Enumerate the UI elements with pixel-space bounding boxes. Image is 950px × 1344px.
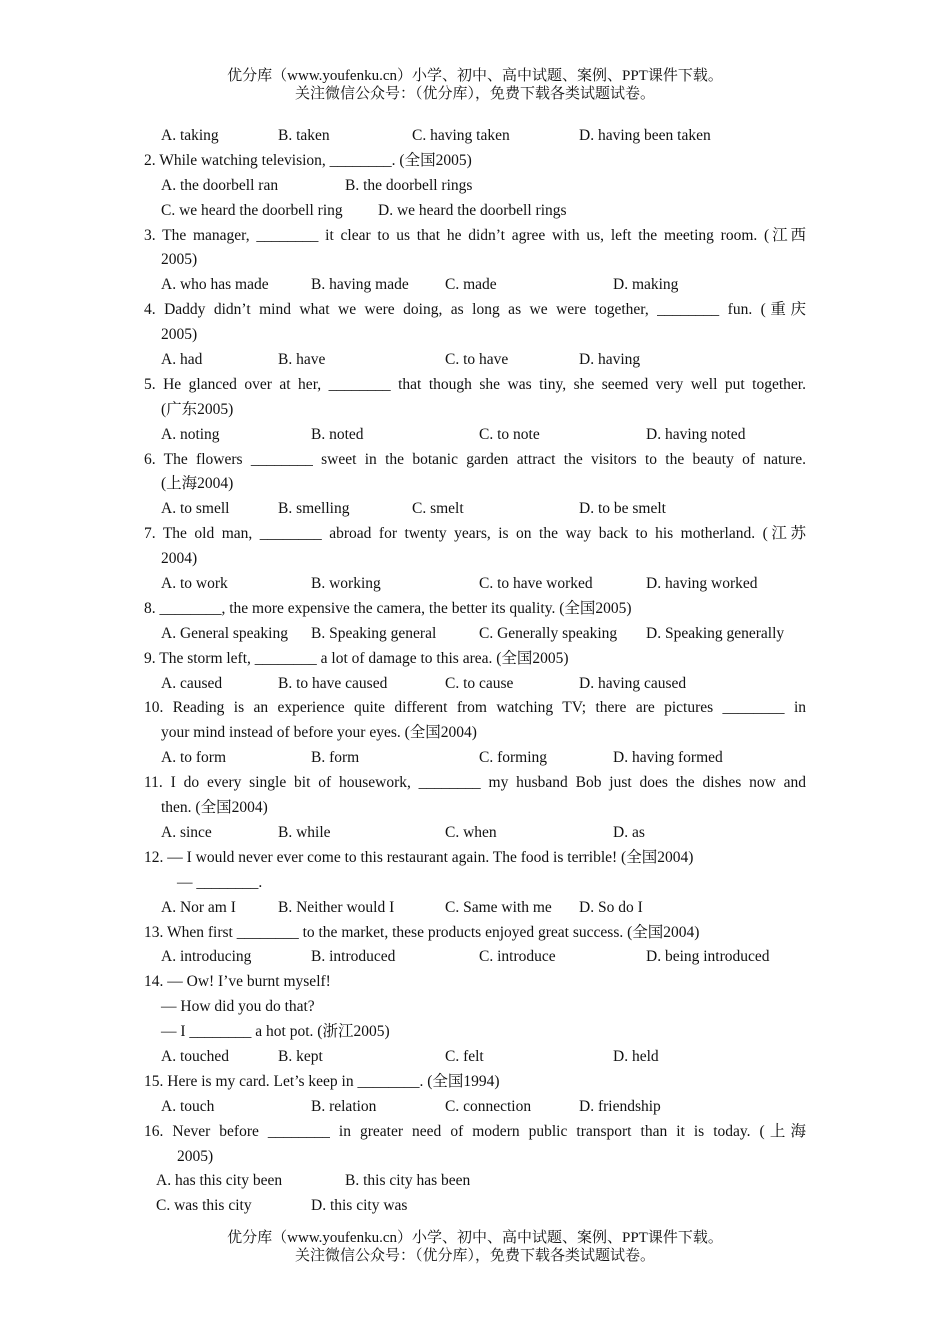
q5-options: [144, 423, 806, 448]
q3-stem: 3. The manager, ________ it clear to us that he didn’t agree with us, left the meeting room. (江西: [144, 226, 806, 244]
q14-stem-line2: — How did you do that?: [161, 998, 315, 1016]
q9-option-b: B. to have caused: [278, 674, 388, 692]
q12-stem: 12. — I would never ever come to this restaurant again. The food is terrible! (全国2004): [144, 848, 694, 866]
q8-options: [144, 622, 806, 647]
q8-option-c: C. Generally speaking: [479, 624, 618, 642]
header-line-1: 优分库（www.youfenku.cn）小学、初中、高中试题、案例、PPT课件下载。: [227, 68, 723, 84]
q2-option-a: A. the doorbell ran: [161, 176, 279, 194]
q7-options: [144, 572, 806, 597]
q15-option-a: A. touch: [161, 1097, 215, 1115]
q13-stem: 13. When first ________ to the market, these products enjoyed great success. (全国2004): [144, 923, 700, 941]
q16-option-c: C. was this city: [156, 1197, 252, 1215]
q14-option-a: A. touched: [161, 1047, 230, 1065]
q13-option-a: A. introducing: [161, 948, 252, 966]
q12-stem-cont: — ________.: [177, 873, 263, 891]
q10-stem: 10. Reading is an experience quite different from watching TV; there are pictures ________ in: [144, 699, 806, 717]
q5-stem-cont: (广东2005): [161, 400, 234, 418]
q2-stem: 2. While watching television, ________. (全国2005): [144, 151, 472, 169]
q4-option-d: D. having: [579, 351, 641, 369]
q12-option-a: A. Nor am I: [161, 898, 236, 916]
q1-option-b: B. taken: [278, 127, 330, 144]
q16-stem-cont: 2005): [177, 1147, 214, 1165]
q12-option-b: B. Neither would I: [278, 898, 395, 916]
q9-option-c: C. to cause: [445, 674, 514, 692]
q15-stem: 15. Here is my card. Let’s keep in ________. (全国1994): [144, 1072, 500, 1090]
q10-option-a: A. to form: [161, 749, 227, 767]
q1-option-d: D. having been taken: [579, 127, 711, 144]
q5-stem: 5. He glanced over at her, ________ that though she was tiny, she seemed very well put together.: [144, 375, 806, 393]
q7-stem-cont: 2004): [161, 550, 198, 568]
q9-stem: 9. The storm left, ________ a lot of damage to this area. (全国2005): [144, 649, 569, 667]
q6-option-d: D. to be smelt: [579, 500, 666, 518]
q9-option-d: D. having caused: [579, 674, 687, 692]
q11-stem: 11. I do every single bit of housework, ________ my husband Bob just does the dishes now and: [144, 774, 806, 792]
q14-stem-line3: — I ________ a hot pot. (浙江2005): [161, 1023, 390, 1041]
q3-option-b: B. having made: [311, 276, 409, 294]
q3-stem-cont: 2005): [161, 251, 198, 269]
q8-option-d: D. Speaking generally: [646, 624, 785, 642]
q10-option-b: B. form: [311, 749, 360, 767]
q16-option-b: B. this city has been: [345, 1172, 471, 1190]
q6-option-c: C. smelt: [412, 500, 464, 518]
q9-options: [144, 672, 806, 697]
q15-option-b: B. relation: [311, 1097, 377, 1115]
q6-options: [144, 497, 806, 522]
q6-stem: 6. The flowers ________ sweet in the botanic garden attract the visitors to the beauty of nature.: [144, 450, 806, 468]
q11-option-b: B. while: [278, 823, 331, 841]
q11-options: [144, 821, 806, 846]
q7-stem: 7. The old man, ________ abroad for twenty years, is on the way back to his motherland. (江苏: [144, 525, 806, 543]
q6-option-a: A. to smell: [161, 500, 230, 518]
q13-option-d: D. being introduced: [646, 948, 770, 966]
header-line-2: 关注微信公众号：（优分库），免费下载各类试题试卷。: [294, 86, 655, 102]
q13-option-b: B. introduced: [311, 948, 396, 966]
q16-option-d: D. this city was: [311, 1197, 408, 1215]
q12-option-c: C. Same with me: [445, 898, 552, 916]
q10-option-d: D. having formed: [613, 749, 723, 767]
q3-options: [144, 273, 806, 298]
page-footer: [0, 1229, 950, 1265]
q5-option-c: C. to note: [479, 425, 540, 443]
q14-option-d: D. held: [613, 1047, 659, 1065]
q16-options-row2: [144, 1194, 806, 1219]
q4-option-b: B. have: [278, 351, 326, 369]
q5-option-b: B. noted: [311, 425, 364, 443]
q5-option-a: A. noting: [161, 425, 220, 443]
footer-line-1: 优分库（www.youfenku.cn）小学、初中、高中试题、案例、PPT课件下载。: [227, 1230, 723, 1246]
q4-option-a: A. had: [161, 351, 203, 369]
q7-option-d: D. having worked: [646, 575, 758, 593]
q6-stem-cont: (上海2004): [161, 475, 234, 493]
q6-option-b: B. smelling: [278, 500, 350, 518]
q14-option-b: B. kept: [278, 1047, 323, 1065]
q2-options-row1: [144, 174, 806, 199]
q14-option-c: C. felt: [445, 1047, 484, 1065]
q4-stem: 4. Daddy didn’t mind what we were doing, as long as we were together, ________ fun. (重庆: [144, 301, 806, 319]
q13-option-c: C. introduce: [479, 948, 556, 966]
q12-options: [144, 896, 806, 921]
q3-option-d: D. making: [613, 276, 679, 294]
q3-option-a: A. who has made: [161, 276, 269, 294]
q3-option-c: C. made: [445, 276, 497, 294]
q1-option-c: C. having taken: [412, 127, 510, 144]
q2-options-row2: [144, 199, 806, 224]
question-list: [144, 124, 806, 1219]
q16-option-a: A. has this city been: [156, 1172, 283, 1190]
q10-option-c: C. forming: [479, 749, 548, 767]
q11-option-c: C. when: [445, 823, 497, 841]
q8-stem: 8. ________, the more expensive the camera, the better its quality. (全国2005): [144, 599, 632, 617]
q13-options: [144, 945, 806, 970]
footer-line-2: 关注微信公众号：（优分库），免费下载各类试题试卷。: [294, 1248, 655, 1264]
q10-stem-cont: your mind instead of before your eyes. (全国2004): [161, 724, 477, 742]
q14-stem: 14. — Ow! I’ve burnt myself!: [144, 973, 331, 991]
q8-option-a: A. General speaking: [161, 624, 288, 642]
q15-option-c: C. connection: [445, 1097, 532, 1115]
q9-option-a: A. caused: [161, 674, 223, 692]
q8-option-b: B. Speaking general: [311, 624, 437, 642]
q11-stem-cont: then. (全国2004): [161, 799, 268, 817]
q1-option-a: A. taking: [161, 127, 219, 144]
page-header: [0, 67, 950, 103]
q1-options: [144, 124, 806, 149]
q16-options-row1: [144, 1169, 806, 1194]
q11-option-d: D. as: [613, 823, 645, 841]
q2-option-c: C. we heard the doorbell ring: [161, 201, 343, 219]
q7-option-c: C. to have worked: [479, 575, 593, 593]
q10-options: [144, 746, 806, 771]
q16-stem: 16. Never before ________ in greater need of modern public transport than it is today. (上海: [144, 1122, 806, 1140]
q14-options: [144, 1045, 806, 1070]
q7-option-b: B. working: [311, 575, 381, 593]
q15-options: [144, 1095, 806, 1120]
q4-stem-cont: 2005): [161, 326, 198, 344]
q2-option-d: D. we heard the doorbell rings: [378, 201, 567, 219]
q7-option-a: A. to work: [161, 575, 228, 593]
q5-option-d: D. having noted: [646, 425, 746, 443]
q4-options: [144, 348, 806, 373]
q4-option-c: C. to have: [445, 351, 509, 369]
q15-option-d: D. friendship: [579, 1097, 661, 1115]
q12-option-d: D. So do I: [579, 898, 643, 916]
q11-option-a: A. since: [161, 823, 212, 841]
q2-option-b: B. the doorbell rings: [345, 176, 473, 194]
